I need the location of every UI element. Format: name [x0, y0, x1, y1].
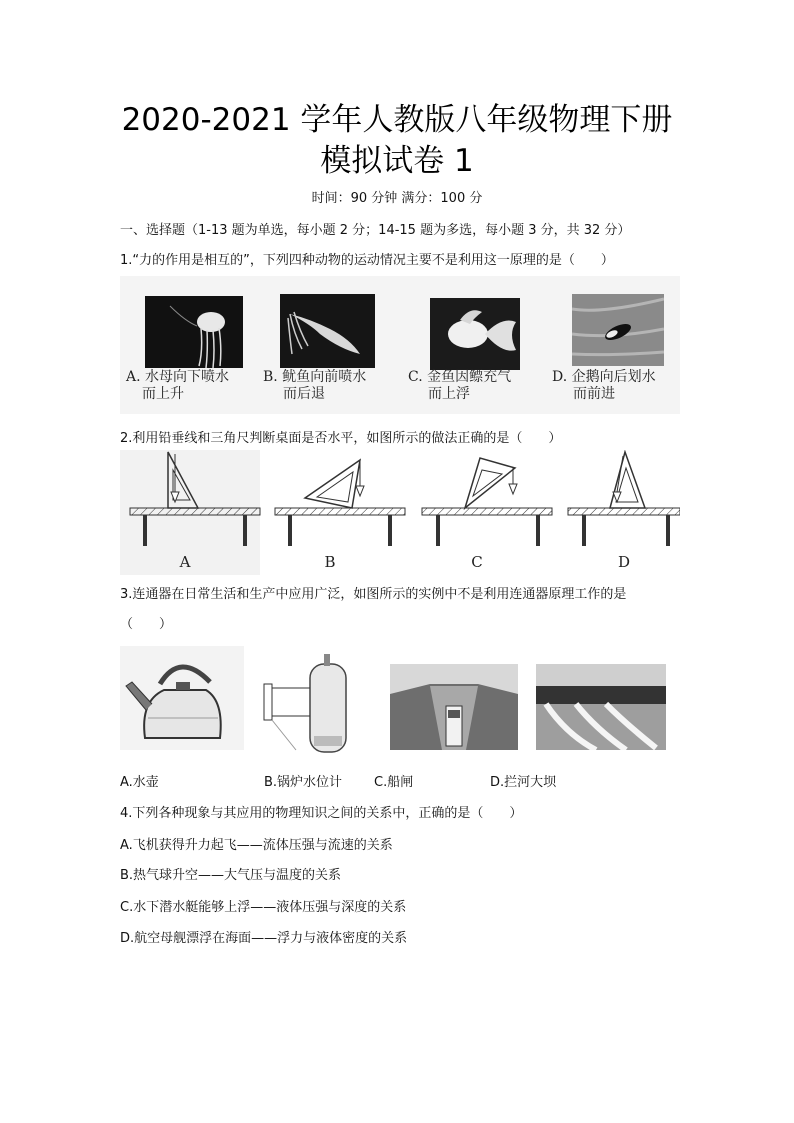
jellyfish-photo: [145, 296, 243, 368]
ship-lock-icon: [390, 664, 518, 750]
dam-icon: [536, 664, 666, 750]
penguin-icon: [572, 294, 664, 366]
q2-label-b: B: [324, 553, 336, 571]
question-1-stem: 1.“力的作用是相互的”，下列四种动物的运动情况主要不是利用这一原理的是（ ）: [120, 253, 614, 268]
diagram-d: [568, 452, 680, 546]
page-title-line2: 模拟试卷 1: [320, 143, 474, 179]
page-title-line1: 2020-2021 学年人教版八年级物理下册: [121, 102, 673, 138]
q1-option-c-line1: C. 金鱼因鳔充气: [408, 369, 512, 385]
q3-caption-a: A.水壶: [120, 775, 159, 790]
question-3-stem-line2: （ ）: [120, 617, 173, 632]
goldfish-icon: [430, 298, 520, 370]
squid-icon: [280, 294, 375, 368]
section-heading: 一、选择题（1-13 题为单选，每小题 2 分；14-15 题为多选，每小题 3 分，共 32 分）: [120, 223, 631, 238]
question-3-figure: [120, 646, 670, 754]
q4-option-b: B.热气球升空——大气压与温度的关系: [120, 868, 342, 883]
question-4-stem: 4.下列各种现象与其应用的物理知识之间的关系中，正确的是（ ）: [120, 806, 523, 821]
q4-option-c: C.水下潜水艇能够上浮——液体压强与深度的关系: [120, 900, 407, 915]
penguin-photo: [572, 294, 664, 366]
diagram-c: [422, 458, 552, 546]
q1-option-c-line2: 而上浮: [428, 386, 470, 402]
q1-option-a-line1: A. 水母向下喷水: [126, 369, 230, 385]
jellyfish-icon: [145, 296, 243, 368]
goldfish-photo: [430, 298, 520, 370]
q2-label-d: D: [617, 553, 631, 571]
q4-option-a: A.飞机获得升力起飞——流体压强与流速的关系: [120, 838, 393, 853]
ship-lock-photo: [390, 664, 518, 750]
squid-photo: [280, 294, 375, 368]
q1-option-d-line2: 而前进: [573, 386, 615, 402]
q4-option-d: D.航空母舰漂浮在海面——浮力与液体密度的关系: [120, 931, 408, 946]
kettle-icon: [120, 646, 244, 750]
q3-caption-d: D.拦河大坝: [490, 775, 557, 790]
question-3-stem-line1: 3.连通器在日常生活和生产中应用广泛，如图所示的实例中不是利用连通器原理工作的是: [120, 587, 627, 602]
q1-option-a-line2: 而上升: [142, 386, 184, 402]
diagram-b: [275, 460, 405, 546]
q1-option-b-line2: 而后退: [283, 386, 325, 402]
question-2-figure: [120, 450, 680, 575]
question-2-stem: 2.利用铅垂线和三角尺判断桌面是否水平，如图所示的做法正确的是（ ）: [120, 431, 562, 446]
q1-option-b-line1: B. 鱿鱼向前喷水: [263, 369, 367, 385]
dam-photo: [536, 664, 666, 750]
q3-caption-b: B.锅炉水位计: [264, 775, 343, 790]
q1-option-d-line1: D. 企鹅向后划水: [552, 369, 656, 385]
kettle-image: [120, 646, 244, 750]
boiler-icon: [260, 654, 360, 754]
q3-caption-c: C.船闸: [374, 775, 414, 790]
boiler-image: [260, 654, 360, 754]
q2-label-a: A: [179, 553, 191, 571]
question-1-figure: [120, 276, 680, 414]
exam-info: 时间：90 分钟 满分：100 分: [311, 191, 483, 206]
q2-label-c: C: [471, 553, 483, 571]
